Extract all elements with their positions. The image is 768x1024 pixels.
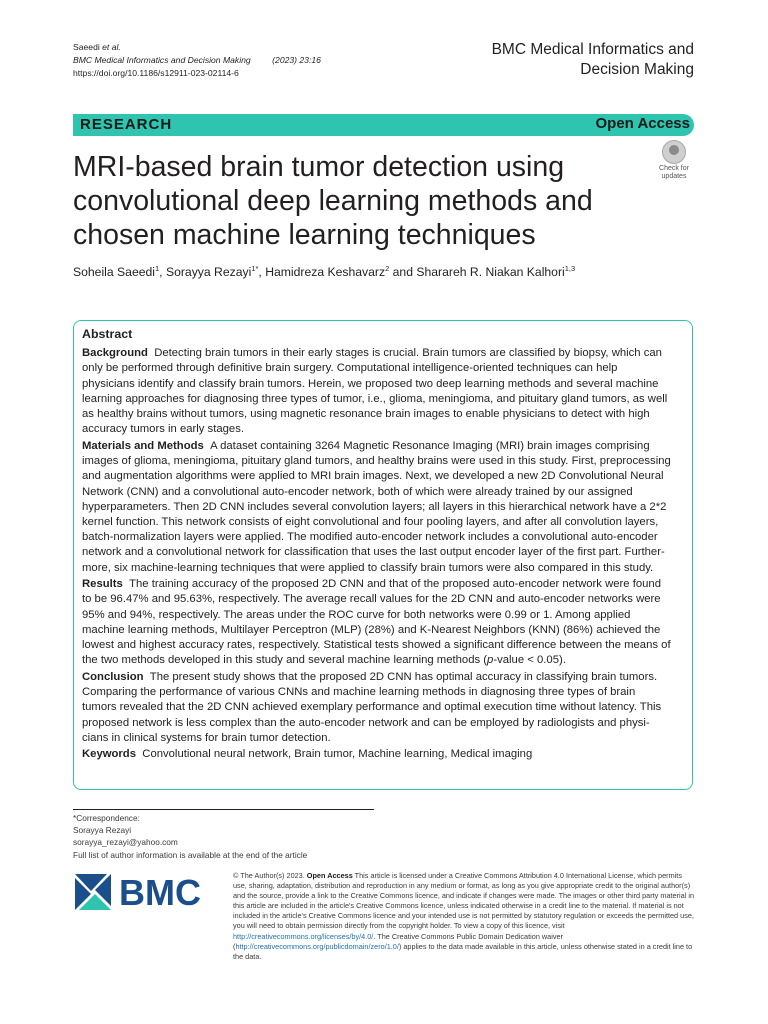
results-p-italic: p xyxy=(487,654,494,667)
article-title: MRI-based brain tumor detection using convolutional deep learning methods and chosen machine learning techniques xyxy=(73,151,593,251)
header-journal: BMC Medical Informatics and Decision Making xyxy=(73,55,251,65)
check-for-updates-badge[interactable] xyxy=(654,140,694,180)
author-affiliation: 1,3 xyxy=(564,264,576,273)
open-access-label: Open Access xyxy=(595,115,690,132)
license-text-1: This article is licensed under a Creative Commons Attribution 4.0 International License, which permits use, sharing, adaptation, distribution and reproduction in any medium or format, as long as you give appropriate credit to the original author(s) and the source, provide a link to the Creative Commons licence, and indicate if changes were made. The images or other third party material in this article are included in the article's Creative Commons licence, unless indicated otherwise in a credit line to the material. If material is not included in the article's Creative Commons licence and your intended use is not permitted by statutory regulation or exceeds the permitted use, you will need to obtain permission directly from the copyright holder. To view a copy of this licence, visit xyxy=(233,871,695,931)
correspondence-block xyxy=(73,812,307,861)
keywords-label: Keywords xyxy=(82,748,136,761)
license-link-by[interactable]: http://creativecommons.org/licenses/by/4.0/ xyxy=(233,931,374,941)
author-name: Sharareh R. Niakan Kalhori xyxy=(416,265,565,280)
correspondence-label: *Correspondence: xyxy=(73,813,140,823)
running-header xyxy=(73,41,321,80)
background-text: Detecting brain tumors in their early stages is crucial. Brain tumors are classified by biopsy, which can only be performed through definitive brain surgery. Computational intelligence-oriented techniques can help physicians identify and classify brain tumors. Herein, we proposed two deep learning methods and several machine learning approaches for diagnosing three types of tumor, i.e., glioma, meningioma, and pituitary gland tumors, as well as healthy brains without tumors, using magnetic resonance brain images to enable physicians to detect with high accuracy tumors in early stages. xyxy=(82,347,668,436)
author-name: Soheila Saeedi xyxy=(73,265,155,280)
methods-text: A dataset containing 3264 Magnetic Resonance Imaging (MRI) brain images comprising images of glioma, meningioma, pituitary gland tumors, and healthy brains were used in this study. First, preprocessing and augmentation algorithms were applied to MRI brain images. Next, we developed a new 2D Convolutional Neural Network (CNN) and a convolutional auto-encoder network, both of which were already trained by our assigned hyperparameters. Then 2D CNN includes several convolution layers; all layers in this hierarchical network have a 2*2 kernel function. This network consists of eight convolutional and four pooling layers, and after all convolution layers, batch-normalization layers were applied. The modified auto-encoder network includes a convolutional auto-encoder network and a convolutional network for classification that uses the last output encoder layer of the first part. Further-more, six machine-learning techniques that were applied to classify brain tumors were also compared in this study. xyxy=(82,439,671,574)
background-label: Background xyxy=(82,347,148,360)
results-text: The training accuracy of the proposed 2D CNN and that of the proposed auto-encoder network were found to be 96.47% and 95.63%, respectively. The average recall values for the 2D CNN and auto-encoder networks were 95% and 94%, respectively. The areas under the ROC curve for both networks were 0.99 or 1. Among applied machine learning methods, Multilayer Perceptron (MLP) (28%) and K-Nearest Neighbors (KNN) (86%) achieved the lowest and highest accuracy rates, respectively. Statistical tests showed a significant difference between the means of the two methods developed in this study and several machine learning methods ( xyxy=(82,578,671,667)
correspondence-email[interactable]: sorayya_rezayi@yahoo.com xyxy=(73,837,178,848)
license-link-zero[interactable]: http://creativecommons.org/publicdomain/zero/1.0/ xyxy=(235,941,399,951)
license-open-access: Open Access xyxy=(306,871,353,880)
abstract-box xyxy=(73,320,693,790)
bmc-logo-text: BMC xyxy=(119,872,201,912)
update-circle-icon xyxy=(662,140,686,164)
abstract-conclusion xyxy=(82,670,672,746)
footnote-rule xyxy=(73,809,374,810)
author-list xyxy=(73,264,575,279)
license-copyright: © The Author(s) 2023. xyxy=(233,871,305,880)
journal-name-line2: Decision Making xyxy=(580,61,694,78)
license-text-3: ) applies to the data made available in this article, unless otherwise stated in a credit line to the data. xyxy=(233,941,693,961)
abstract-keywords xyxy=(82,747,672,762)
abstract-background xyxy=(82,346,672,437)
author-affiliation: 1* xyxy=(251,264,259,273)
bmc-logo-icon xyxy=(73,872,221,912)
abstract-heading: Abstract xyxy=(82,327,133,341)
license-text-2: . The Creative Commons Public Domain Dedication waiver ( xyxy=(233,931,563,951)
author-affiliation: 1 xyxy=(155,264,160,273)
author-separator: and xyxy=(389,265,417,280)
keywords-text: Convolutional neural network, Brain tumor, Machine learning, Medical imaging xyxy=(142,748,533,761)
author-info-note: Full list of author information is available at the end of the article xyxy=(73,849,308,860)
results-text-end: -value < 0.05). xyxy=(493,654,566,667)
abstract-results xyxy=(82,577,672,668)
methods-label: Materials and Methods xyxy=(82,439,204,452)
author-affiliation: 2 xyxy=(385,264,390,273)
conclusion-text: The present study shows that the proposed 2D CNN has optimal accuracy in classifying brain tumors. Comparing the performance of various CNNs and machine learning methods in diagnosing three types of brain tumors revealed that the 2D CNN achieved exemplary performance and optimal execution time without latency. This proposed network is less complex than the auto-encoder network and can be employed by radiologists and physi-cians in clinical systems for brain tumor detection. xyxy=(82,670,662,744)
author-separator: , xyxy=(159,265,166,280)
conclusion-label: Conclusion xyxy=(82,670,144,683)
correspondence-name: Sorayya Rezayi xyxy=(73,825,132,836)
header-authors-etal: et al. xyxy=(102,42,121,52)
update-badge-text xyxy=(654,165,694,181)
author-separator: , xyxy=(258,265,266,280)
journal-name xyxy=(492,40,694,80)
journal-name-line1: BMC Medical Informatics and xyxy=(491,41,694,58)
author-name: Hamidreza Keshavarz xyxy=(265,265,386,280)
update-badge-line2: updates xyxy=(661,173,687,180)
header-authors: Saeedi xyxy=(73,42,103,52)
bmc-logo xyxy=(73,872,221,912)
abstract-methods xyxy=(82,439,672,576)
header-doi[interactable]: https://doi.org/10.1186/s12911-023-02114-6 xyxy=(73,68,239,78)
author-name: Sorayya Rezayi xyxy=(165,265,252,280)
update-badge-line1: Check for xyxy=(659,165,689,172)
license-statement xyxy=(233,871,695,962)
article-type-label: RESEARCH xyxy=(80,116,173,133)
results-label: Results xyxy=(82,578,123,591)
header-volume: (2023) 23:16 xyxy=(272,55,321,65)
